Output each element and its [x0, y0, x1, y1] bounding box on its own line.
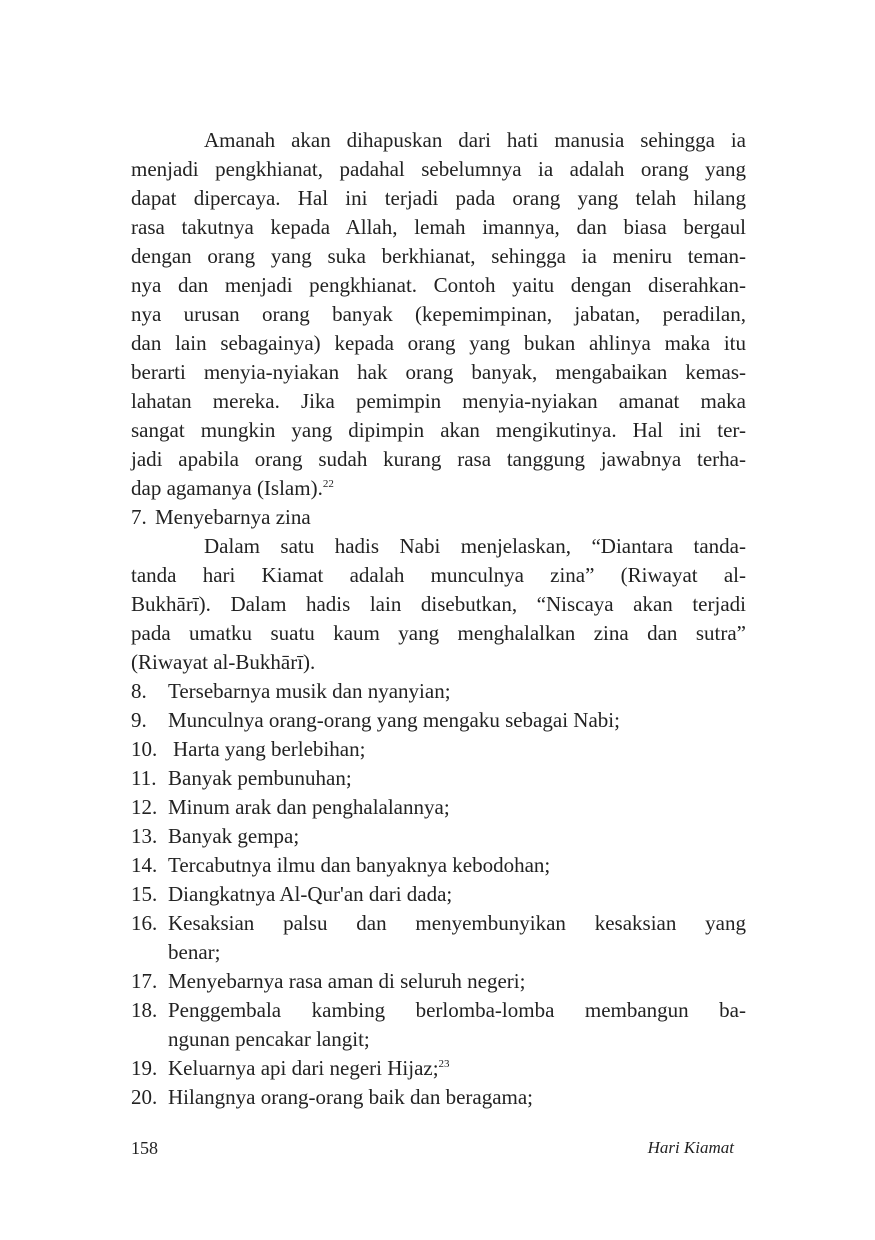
text-line: lahatan mereka. Jika pemimpin menyia-nyiakan amanat maka [131, 389, 746, 413]
item-text: Minum arak dan penghalalannya; [168, 795, 450, 819]
item-text: Diangkatnya Al-Qur'an dari dada; [168, 882, 453, 906]
text-line: dengan orang yang suka berkhianat, sehingga ia meniru teman- [131, 244, 746, 268]
list-item [131, 503, 746, 532]
footnote-ref: 22 [322, 478, 334, 490]
list-item [131, 996, 746, 1025]
item-number: 17. [131, 969, 158, 993]
item-continuation: ngunan pencakar langit; [168, 1027, 370, 1051]
list-item [131, 735, 746, 764]
list-item [131, 880, 746, 909]
list-item [131, 764, 746, 793]
running-title: Hari Kiamat [647, 1138, 734, 1157]
item-number: 12. [131, 795, 158, 819]
item-number: 8. [131, 679, 147, 703]
text-line: jadi apabila orang sudah kurang rasa tanggung jawabnya terha- [131, 447, 746, 471]
item-text: Penggembala kambing berlomba-lomba membangun ba- [168, 998, 746, 1022]
item-continuation: benar; [168, 940, 221, 964]
item-text: Hilangnya orang-orang baik dan beragama; [168, 1085, 534, 1109]
item-number: 9. [131, 708, 147, 732]
text-line: nya urusan orang banyak (kepemimpinan, jabatan, peradilan, [131, 302, 746, 326]
text-line: menjadi pengkhianat, padahal sebelumnya ia adalah orang yang [131, 157, 746, 181]
item-text: Munculnya orang-orang yang mengaku sebagai Nabi; [168, 708, 620, 732]
list-item [131, 706, 746, 735]
item-number: 15. [131, 882, 158, 906]
item-text [168, 1054, 746, 1083]
item-text: Banyak gempa; [168, 824, 300, 848]
page-number: 158 [131, 1138, 158, 1158]
text-line: dapat dipercaya. Hal ini terjadi pada orang yang telah hilang [131, 186, 746, 210]
item-number: 14. [131, 853, 158, 877]
page-body [131, 126, 746, 1112]
item-text: Kesaksian palsu dan menyembunyikan kesaksian yang [168, 911, 746, 935]
item-number: 16. [131, 911, 158, 935]
text-line: nya dan menjadi pengkhianat. Contoh yaitu dengan diserahkan- [131, 273, 746, 297]
list-item [131, 1054, 746, 1083]
footnote-ref: 23 [438, 1058, 450, 1070]
list-item [131, 909, 746, 938]
item-number: 19. [131, 1056, 158, 1080]
item-number: 13. [131, 824, 158, 848]
item-text: Menyebarnya zina [155, 505, 311, 529]
text-line: Dalam satu hadis Nabi menjelaskan, “Diantara tanda- [204, 534, 746, 558]
text-line: Bukhārī). Dalam hadis lain disebutkan, “Niscaya akan terjadi [131, 592, 746, 616]
text-line: berarti menyia-nyiakan hak orang banyak, mengabaikan kemas- [131, 360, 746, 384]
item-number: 18. [131, 998, 158, 1022]
list-item [131, 677, 746, 706]
paragraph-zina [131, 532, 746, 677]
text-line: tanda hari Kiamat adalah munculnya zina” (Riwayat al- [131, 563, 746, 587]
item-text: Banyak pembunuhan; [168, 766, 352, 790]
item-text: Tercabutnya ilmu dan banyaknya kebodohan; [168, 853, 551, 877]
numbered-list [131, 677, 746, 1112]
text-line: Amanah akan dihapuskan dari hati manusia sehingga ia [204, 128, 746, 152]
text-line: pada umatku suatu kaum yang menghalalkan zina dan sutra” [131, 621, 746, 645]
text-line: (Riwayat al-Bukhārī). [131, 650, 316, 674]
text-line: sangat mungkin yang dipimpin akan mengikutinya. Hal ini ter- [131, 418, 746, 442]
text-line: dan lain sebagainya) kepada orang yang bukan ahlinya maka itu [131, 331, 746, 355]
paragraph-amanah [131, 126, 746, 503]
item-number: 20. [131, 1085, 158, 1109]
text-fragment: Keluarnya api dari negeri Hijaz; [168, 1056, 439, 1080]
text-line [131, 474, 746, 503]
item-text: Harta yang berlebihan; [173, 737, 366, 761]
list-item [131, 1083, 746, 1112]
item-number: 10. [131, 737, 158, 761]
list-item [131, 793, 746, 822]
item-text: Tersebarnya musik dan nyanyian; [168, 679, 451, 703]
item-number: 11. [131, 766, 157, 790]
list-item [131, 967, 746, 996]
text-fragment: dap agamanya (Islam). [131, 476, 323, 500]
item-number: 7. [131, 505, 147, 529]
list-item [131, 851, 746, 880]
item-text: Menyebarnya rasa aman di seluruh negeri; [168, 969, 526, 993]
text-line: rasa takutnya kepada Allah, lemah imannya, dan biasa bergaul [131, 215, 746, 239]
list-item [131, 822, 746, 851]
